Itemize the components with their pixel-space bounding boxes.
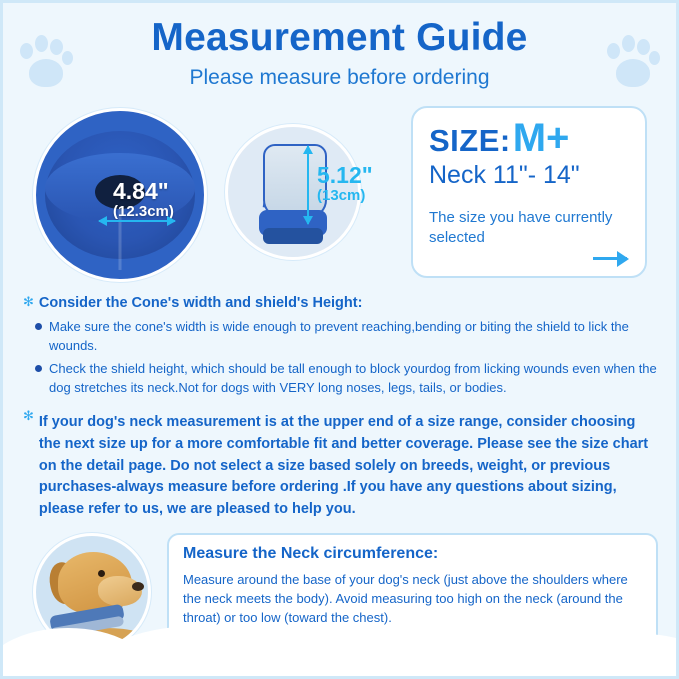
list-item	[35, 318, 658, 356]
selected-size-note: The size you have currently selected	[429, 208, 613, 247]
cone-width-label	[113, 178, 174, 220]
bullet-dot-icon	[35, 323, 42, 330]
shield-height-inches: 5.12"	[317, 161, 373, 188]
list-item	[35, 360, 658, 398]
paw-print-icon	[604, 33, 662, 91]
bullet-text: Check the shield height, which should be tall enough to block yourdog from licking wounds even when the dog stretches its neck.Not for dogs with VERY long noses, legs, tails, or bodies.	[49, 361, 657, 396]
section-one-bullets	[35, 318, 658, 398]
section-one-heading: Consider the Cone's width and shield's Height:	[38, 294, 363, 311]
neck-instructions-body: Measure around the base of your dog's neck (just above the shoulders where the neck meets the body). Avoid measuring too high on the neck (around the throat) or too low (toward the chest).	[183, 571, 628, 625]
width-arrow-icon	[99, 220, 175, 222]
page-title: Measurement Guide	[151, 16, 528, 59]
shield-height-label	[317, 162, 373, 204]
paw-bullet-icon: ✻	[23, 293, 34, 309]
page-subtitle: Please measure before ordering	[189, 65, 490, 89]
top-illustration-row	[3, 102, 676, 282]
paw-print-icon	[17, 33, 75, 91]
section-one-heading-row	[23, 294, 658, 313]
right-arrow-icon	[593, 257, 627, 260]
section-two-paragraph: If your dog's neck measurement is at the upper end of a size range, consider choosing the next size up for a more comfortable fit and better coverage. Please see the size chart on the detail page. Do not select a size based solely on breeds, weight, or previous purchases-always measure before ordering .If you have any questions about sizing, please refer to us, we are pleased to help you.	[38, 414, 649, 518]
bullet-text: Make sure the cone's width is wide enough to prevent reaching,bending or biting the shield to lick the wounds.	[49, 318, 629, 353]
height-arrow-icon	[307, 146, 309, 224]
guide-body	[3, 282, 676, 521]
selected-size-box	[411, 106, 647, 278]
bullet-dot-icon	[35, 365, 42, 372]
page-header	[3, 3, 676, 90]
size-label: SIZE:	[429, 122, 511, 158]
section-two-row	[23, 408, 658, 521]
shield-height-cm: (13cm)	[317, 186, 366, 204]
paw-bullet-icon: ✻	[23, 408, 34, 424]
neck-range: Neck 11"- 14"	[429, 160, 580, 189]
cone-width-inches: 4.84"	[113, 177, 169, 204]
cone-width-cm: (12.3cm)	[113, 202, 174, 220]
neck-instructions-heading: Measure the Neck circumference:	[183, 544, 439, 562]
size-value: M+	[512, 115, 570, 160]
